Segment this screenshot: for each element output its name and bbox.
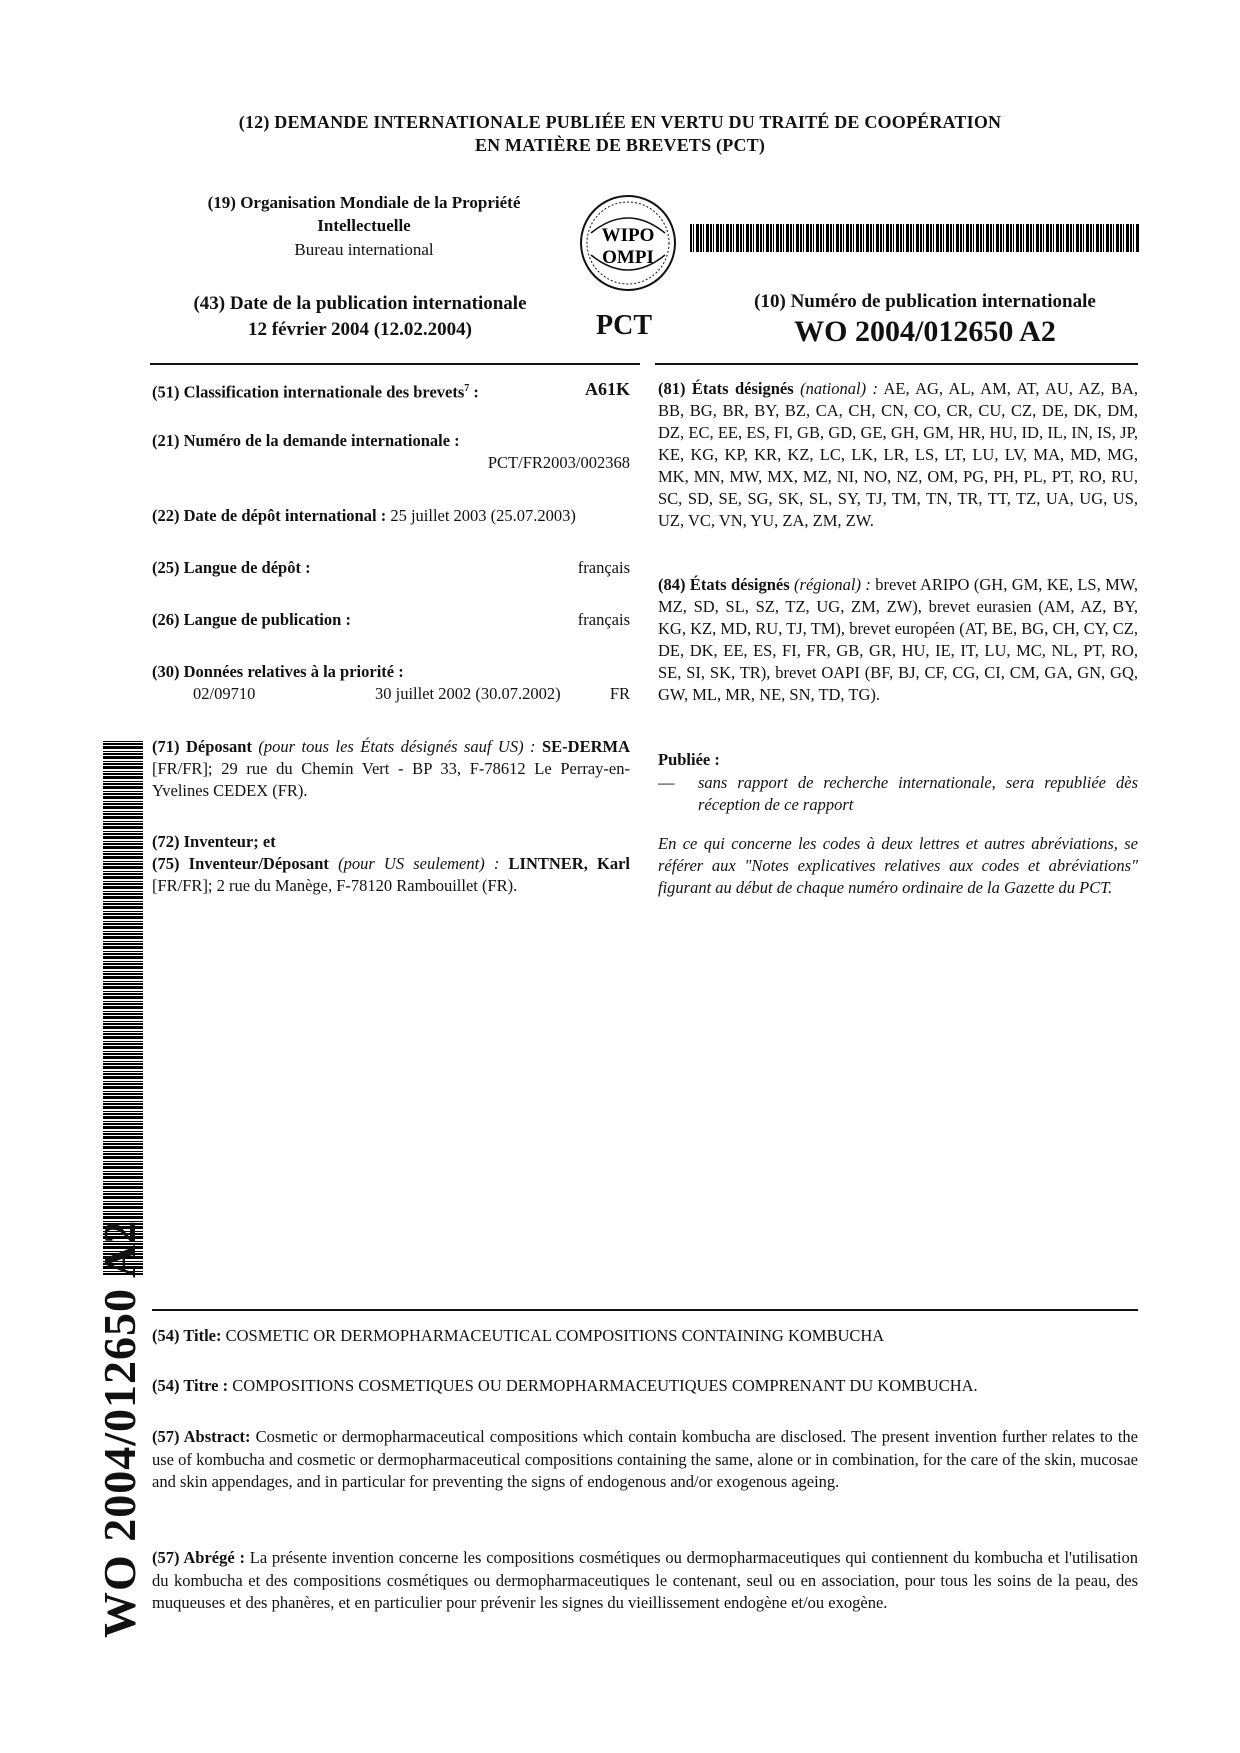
f22-value: 25 juillet 2003 (25.07.2003) <box>386 506 576 525</box>
f71-num: (71) <box>152 737 186 756</box>
publiee-dash: — <box>658 773 675 792</box>
publiee-text: sans rapport de recherche internationale, sera republiée dès réception de ce rapport <box>698 773 1138 814</box>
f81-num: (81) <box>658 379 692 398</box>
f30-date: 30 juillet 2002 (30.07.2002) <box>375 684 561 703</box>
f72-label: (72) Inventeur; et <box>152 832 276 851</box>
f71-italic: (pour tous les États désignés sauf US) : <box>251 737 536 756</box>
f22-label: (22) Date de dépôt international : <box>152 506 387 525</box>
f81-text: AE, AG, AL, AM, AT, AU, AZ, BA, BB, BG, BR, BY, BZ, CA, CH, CN, CO, CR, CU, CZ, DE, DK, DM, DZ, EC, EE, ES, FI, GB, GD, GE, GH, GM, HR, HU, ID, IL, IN, IS, JP, KE, KG, KP, KR, KZ, LC, LK, LR, LS, LT, LU, LV, MA, MD, MG, MK, MN, MW, MX, MZ, NI, NO, NZ, OM, PG, PH, PL, PT, RO, RU, SC, SD, SE, SG, SK, SL, SY, TJ, TM, TN, TR, TT, TZ, UA, UG, US, UZ, VC, VN, YU, ZA, ZM, ZW. <box>658 379 1138 530</box>
f75-num: (75) <box>152 854 189 873</box>
side-publication-number: WO 2004/012650 A2 <box>94 1219 145 1638</box>
f51-value: A61K <box>585 379 630 399</box>
f75-rest: [FR/FR]; 2 rue du Manège, F-78120 Rambouillet (FR). <box>152 876 518 895</box>
f71-name: SE-DERMA <box>535 737 630 756</box>
abstract-fr <box>152 1547 1138 1615</box>
f84-text: brevet ARIPO (GH, GM, KE, LS, MW, MZ, SD, SL, SZ, TZ, UG, ZM, ZW), brevet eurasien (AM, AZ, BY, KG, KZ, MD, RU, TJ, TM), brevet européen (AT, BE, BG, CH, CY, CZ, DE, DK, EE, ES, FI, FR, GB, GR, HU, IE, IT, LU, MC, NL, PT, RO, SE, SI, SK, TR), brevet OAPI (BF, BJ, CF, CG, CI, CM, GA, GN, GQ, GW, ML, MR, NE, SN, TD, TG). <box>658 575 1138 704</box>
f75-label: Inventeur/Déposant <box>188 854 329 873</box>
title-fr-text: COMPOSITIONS COSMETIQUES OU DERMOPHARMACEUTIQUES COMPRENANT DU KOMBUCHA. <box>228 1376 978 1395</box>
f84-num: (84) <box>658 575 690 594</box>
pubdate-value: 12 février 2004 (12.02.2004) <box>248 319 472 340</box>
f71-label: Déposant <box>185 737 252 756</box>
title-fr <box>152 1375 1138 1397</box>
f81-label: États désignés <box>691 379 794 398</box>
org-line-1: (19) Organisation Mondiale de la Propriété <box>207 193 521 212</box>
org-line-3: Bureau international <box>294 240 434 259</box>
org-line-2: Intellectuelle <box>317 216 411 235</box>
rule-top-right <box>655 363 1138 365</box>
f25-value: français <box>577 558 630 577</box>
wipo-logo <box>575 193 681 293</box>
f71-rest: [FR/FR]; 29 rue du Chemin Vert - BP 33, F-78612 Le Perray-en-Yvelines CEDEX (FR). <box>152 759 630 800</box>
header-line-2: EN MATIÈRE DE BREVETS (PCT) <box>474 135 766 155</box>
f30-number: 02/09710 <box>193 684 256 703</box>
f51-label: (51) Classification internationale des brevets <box>152 382 465 402</box>
barcode-top <box>690 224 1140 252</box>
abstract-en-text: Cosmetic or dermopharmaceutical compositions which contain kombucha are disclosed. The present invention further relates to the use of kombucha and cosmetic or dermopharmaceutical compositions containing the same, alone or in combination, for the care of the skin, mucosae and skin appendages, and in particular for preventing the signs of endogenous and/or exogenous ageing. <box>152 1427 1138 1491</box>
logo-ompi-text: OMPI <box>602 247 654 268</box>
f75-italic: (pour US seulement) : <box>328 854 500 873</box>
f51-colon: : <box>469 382 479 402</box>
pct-label: PCT <box>596 310 652 341</box>
barcode-side <box>103 740 143 1275</box>
f30-label: (30) Données relatives à la priorité : <box>152 662 404 681</box>
field-75 <box>152 853 630 897</box>
field-84 <box>658 574 1138 706</box>
field-81 <box>658 378 1138 532</box>
publiee-label: Publiée : <box>658 750 720 769</box>
f84-label: États désignés <box>689 575 790 594</box>
field-30-row <box>193 683 630 705</box>
f51-sup: 7 <box>464 383 470 394</box>
field-22 <box>152 505 630 527</box>
title-en <box>152 1325 1138 1347</box>
abstract-fr-text: La présente invention concerne les compositions cosmétiques ou dermopharmaceutiques qui contiennent du kombucha et l'utilisation du kombucha et des compositions cosmétiques ou dermopharmaceutiques le contenant, seul ou en association, pour tous les soins de la peau, des muqueuses et des phanères, et en particulier pour prévenir les signes du vieillissement endogène et/ou exogène. <box>152 1548 1138 1612</box>
f21-label: (21) Numéro de la demande internationale : <box>152 431 460 450</box>
notes-text: En ce qui concerne les codes à deux lettres et autres abréviations, se référer aux "Notes explicatives relatives aux codes et abréviations" figurant au début de chaque numéro ordinaire de la Gazette du PCT. <box>658 834 1138 897</box>
f26-value: français <box>577 610 630 629</box>
logo-wipo-text: WIPO <box>601 225 655 246</box>
title-en-label: (54) Title: <box>152 1326 222 1345</box>
field-26 <box>152 609 630 631</box>
pubdate-label: (43) Date de la publication internationale <box>193 293 527 314</box>
abstract-fr-label: (57) Abrégé : <box>152 1548 245 1567</box>
f75-name: LINTNER, Karl <box>499 854 630 873</box>
pubnum-value: WO 2004/012650 A2 <box>794 315 1056 348</box>
abstract-en <box>152 1426 1138 1494</box>
field-25 <box>152 557 630 579</box>
header-line-1: (12) DEMANDE INTERNATIONALE PUBLIÉE EN VERTU DU TRAITÉ DE COOPÉRATION <box>238 112 1002 132</box>
rule-top-left <box>150 363 640 365</box>
f26-label: (26) Langue de publication : <box>152 610 351 629</box>
title-en-text: COSMETIC OR DERMOPHARMACEUTICAL COMPOSITIONS CONTAINING KOMBUCHA <box>221 1326 885 1345</box>
pubnum-label: (10) Numéro de publication internationale <box>754 291 1096 312</box>
field-71 <box>152 736 630 802</box>
f81-italic: (national) : <box>793 379 878 398</box>
f21-value: PCT/FR2003/002368 <box>487 453 630 472</box>
f84-italic: (régional) : <box>789 575 871 594</box>
field-51 <box>152 378 630 404</box>
rule-bottom <box>152 1309 1138 1311</box>
title-fr-label: (54) Titre : <box>152 1376 229 1395</box>
f30-country: FR <box>609 684 630 703</box>
abstract-en-label: (57) Abstract: <box>152 1427 251 1446</box>
f25-label: (25) Langue de dépôt : <box>152 558 311 577</box>
